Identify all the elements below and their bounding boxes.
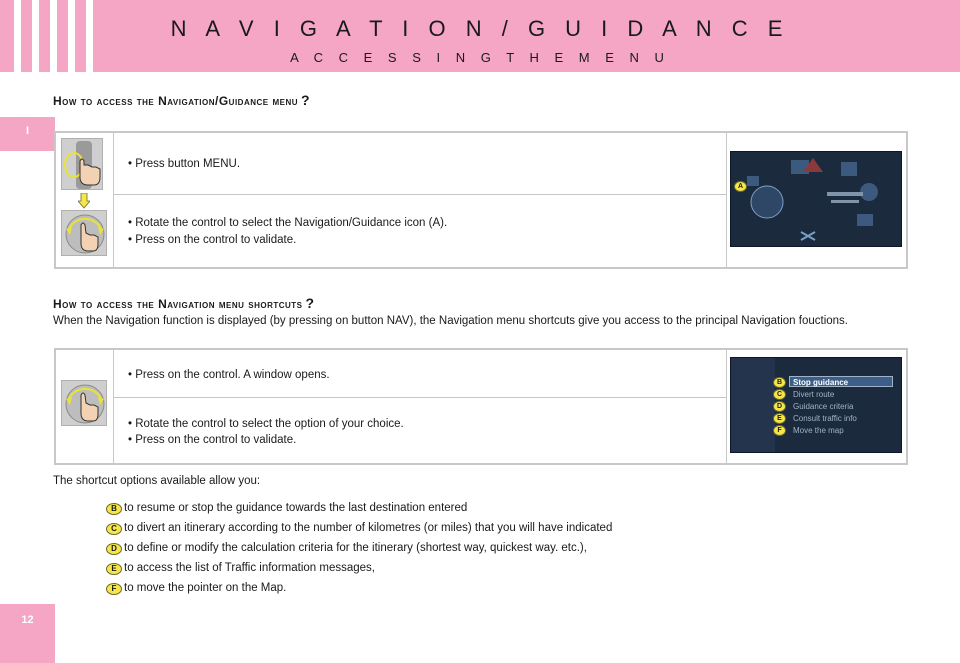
header-band [0,0,960,72]
section-heading-menu: How to access the Navigation/Guidance menu ? [53,92,311,108]
row-divider [114,194,726,195]
shortcuts-screenshot-cell [726,350,906,463]
screen-menu-item: Guidance criteria [793,402,854,411]
menu-screen-image [730,151,902,247]
page-title: N A V I G A T I O N / G U I D A N C E [170,16,790,41]
badge-b: B [773,377,786,388]
badge-b: B [106,503,122,515]
screen-menu-item: Divert route [793,390,835,399]
section-heading-shortcuts: How to access the Navigation menu shortcuts ? [53,295,315,311]
hand-press-icon [61,138,103,190]
control-icons-column [56,350,114,463]
menu-access-panel [54,131,908,269]
badge-f: F [106,583,122,595]
screen-menu-item: Consult traffic info [793,414,857,423]
shortcuts-intro: When the Navigation function is displayed (by pressing on button NAV), the Navigation menu shortcuts give you access to the principal Navigation fouctions. [53,315,848,327]
badge-f: F [773,425,786,436]
rotate-control-icon [61,380,107,426]
page-subtitle: A C C E S S I N G T H E M E N U [290,50,670,65]
step-open-window: • Press on the control. A window opens. [128,369,330,381]
shortcuts-panel [54,348,908,465]
step-press-menu: • Press button MENU. [128,158,241,170]
badge-c: C [106,523,122,535]
badge-e: E [773,413,786,424]
chapter-tab: I [0,117,55,151]
page-number: 12 [0,604,55,663]
step-validate: • Press on the control to validate. [128,234,297,246]
step-rotate-option: • Rotate the control to select the option of your choice. [128,418,404,430]
row-divider [114,397,726,398]
badge-d: D [106,543,122,555]
screen-menu-item: Stop guidance [793,378,849,387]
shortcuts-screen-image [730,357,902,453]
shortcuts-lead: The shortcut options available allow you: [53,475,261,487]
shortcut-option-text: to define or modify the calculation criteria for the itinerary (shortest way, quickest way. etc.), [124,542,587,554]
step-validate-option: • Press on the control to validate. [128,434,297,446]
badge-c: C [773,389,786,400]
shortcut-option-text: to divert an itinerary according to the number of kilometres (or miles) that you will have indicated [124,522,613,534]
badge-e: E [106,563,122,575]
rotate-control-icon [61,210,107,256]
badge-d: D [773,401,786,412]
shortcut-option-text: to access the list of Traffic information messages, [124,562,375,574]
shortcut-option-text: to resume or stop the guidance towards the last destination entered [124,502,468,514]
badge-a: A [734,181,747,192]
control-icons-column [56,133,114,267]
screen-menu-item: Move the map [793,426,844,435]
shortcut-option-text: to move the pointer on the Map. [124,582,287,594]
step-rotate-select: • Rotate the control to select the Navigation/Guidance icon (A). [128,217,448,229]
menu-screenshot-cell [726,133,906,267]
